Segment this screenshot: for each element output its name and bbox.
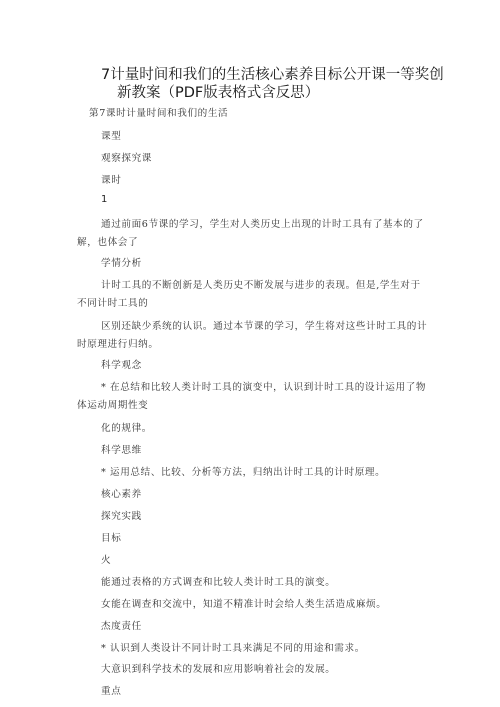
section-label: 重点: [101, 686, 122, 697]
section-label: 学情分析: [101, 258, 142, 269]
paragraph-line: 计时工具的不断创新是人类历史不断发展与进步的表现。但是,学生对于: [101, 280, 421, 291]
paragraph-line: 大意识到科学技术的发展和应用影响着社会的发展。: [101, 664, 336, 675]
section-label: 科学思维: [101, 445, 142, 456]
paragraph-line: 区别还缺少系统的认识。通过本节课的学习，学生将对这些计时工具的计: [101, 321, 428, 332]
document-title-line-1: 7计量时间和我们的生活核心素养目标公开课一等奖创: [101, 67, 444, 83]
stray-mark: 火: [101, 555, 112, 566]
paragraph-line: 女能在调查和交流中，知道不精准计时会给人类生活造成麻烦。: [101, 599, 387, 610]
paragraph-line: 能通过表格的方式调查和比较人类计时工具的演变。: [101, 577, 336, 588]
lesson-type-value: 观察探究课: [101, 153, 152, 164]
section-label: 杰度责任: [101, 621, 142, 632]
paragraph-line: 不同计时工具的: [77, 298, 149, 309]
lesson-heading: 第7课时计量时间和我们的生活: [89, 108, 229, 119]
paragraph-line: * 运用总结、比较、分析等方法，归纳出计时工具的计时原理。: [101, 467, 386, 478]
section-label: 科学观念: [101, 360, 142, 371]
paragraph-line: 时原理进行归纳。: [77, 339, 159, 350]
paragraph-line: * 在总结和比较人类计时工具的演变中，认识到计时工具的设计运用了物: [101, 382, 427, 393]
lesson-hours-value: 1: [101, 194, 108, 205]
paragraph-line: 通过前面6节课的学习，学生对人类历史上出现的计时工具有了基本的了: [101, 219, 424, 230]
paragraph-line: 解，也体会了: [77, 237, 139, 248]
section-label: 目标: [101, 533, 122, 544]
lesson-type-label: 课型: [101, 131, 122, 142]
section-label: 核心素养: [101, 489, 142, 500]
document-title-line-2: 新教案（PDF版表格式含反思）: [117, 85, 320, 101]
paragraph-line: 体运动周期性变: [77, 400, 149, 411]
section-label: 探究实践: [101, 511, 142, 522]
paragraph-line: * 认识到人类设计不同计时工具来满足不同的用途和需求。: [101, 643, 365, 654]
paragraph-line: 化的规律。: [101, 423, 152, 434]
lesson-hours-label: 课时: [101, 175, 122, 186]
